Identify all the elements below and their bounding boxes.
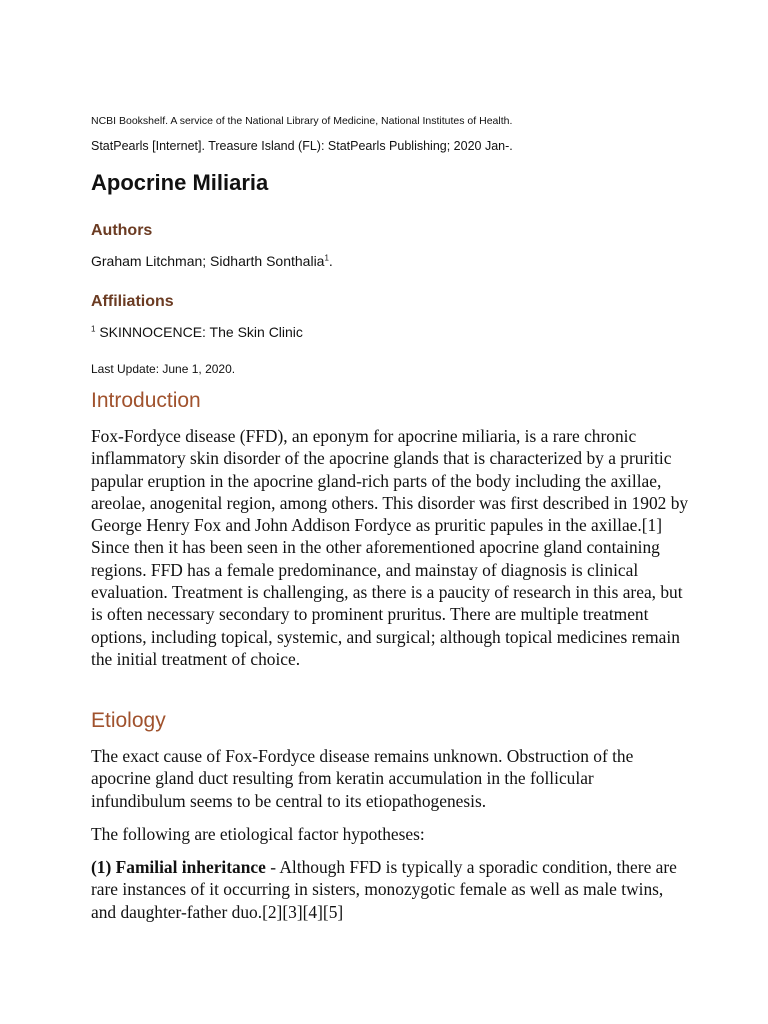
authors-line	[91, 253, 333, 269]
article-title: Apocrine Miliaria	[91, 170, 269, 195]
authors-affiliation-marker: 1	[324, 253, 329, 263]
affiliation-name: SKINNOCENCE: The Skin Clinic	[95, 324, 303, 340]
authors-names: Graham Litchman; Sidharth Sonthalia	[91, 253, 325, 269]
factor-1-label: (1) Familial inheritance	[91, 857, 266, 877]
introduction-heading: Introduction	[91, 389, 201, 412]
introduction-paragraph: Fox-Fordyce disease (FFD), an eponym for apocrine miliaria, is a rare chronic inflammatory skin disorder of the apocrine glands that is characterized by a pruritic papular eruption in the apocrine gland-rich parts of the body including the axillae, areolae, anogenital region, among others. This disorder was first described in 1902 by George Henry Fox and John Addison Fordyce as pruritic papules in the axillae.[1] Since then it has been seen in the other aforementioned apocrine gland containing regions. FFD has a female predominance, and mainstay of diagnosis is clinical evaluation. Treatment is challenging, as there is a paucity of research in this area, but is often necessary secondary to prominent pruritus. There are multiple treatment options, including topical, systemic, and surgical; although topical medicines remain the initial treatment of choice.	[91, 426, 689, 669]
etiology-factor-1	[91, 856, 691, 923]
affiliations-heading: Affiliations	[91, 293, 174, 310]
etiology-paragraph-1: The exact cause of Fox-Fordyce disease remains unknown. Obstruction of the apocrine gland duct resulting from keratin accumulation in the follicular infundibulum seems to be central to its etiopathogenesis.	[91, 746, 634, 811]
etiology-heading: Etiology	[91, 709, 166, 732]
authors-heading: Authors	[91, 222, 153, 239]
affiliation-marker: 1	[91, 324, 96, 334]
affiliation-line	[91, 324, 303, 340]
etiology-paragraph-2: The following are etiological factor hypotheses:	[91, 824, 425, 844]
authors-end: .	[328, 253, 333, 269]
source-citation: StatPearls [Internet]. Treasure Island (FL): StatPearls Publishing; 2020 Jan-.	[91, 139, 513, 153]
bookshelf-notice: NCBI Bookshelf. A service of the National Library of Medicine, National Institutes of Health.	[91, 115, 513, 127]
last-update: Last Update: June 1, 2020.	[91, 362, 236, 376]
factor-1-text: - Although FFD is typically a sporadic condition, there are rare instances of it occurring in sisters, monozygotic female as well as male twins, and daughter-father duo.[2][3][4][5]	[91, 857, 677, 922]
